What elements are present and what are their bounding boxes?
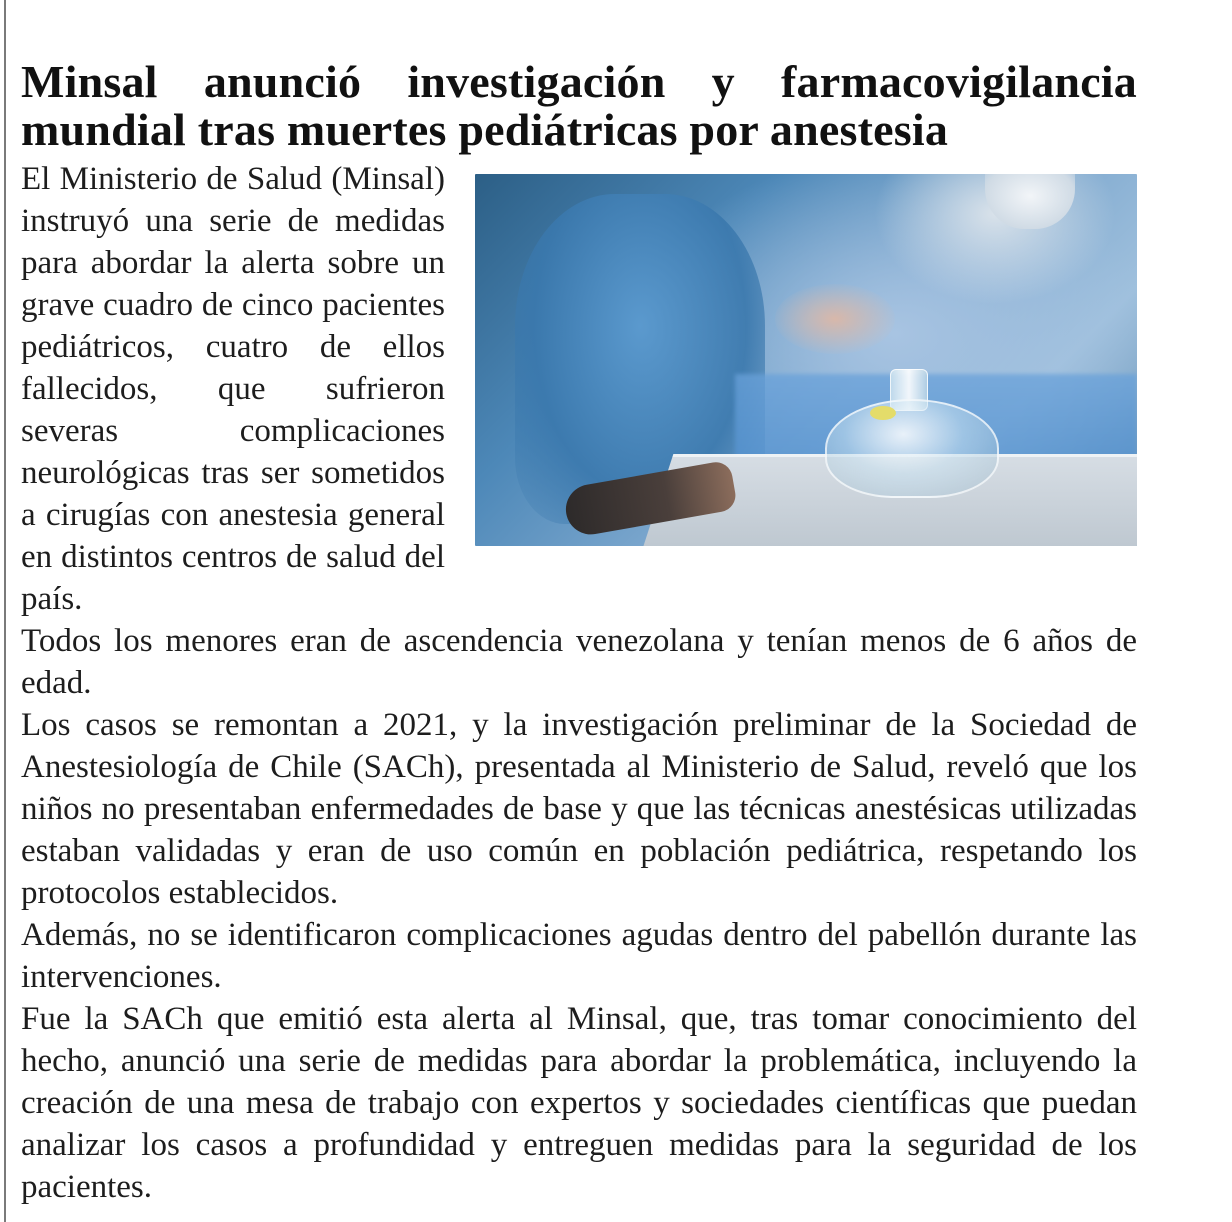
article-paragraph-3: Los casos se remontan a 2021, y la investigación preliminar de la Sociedad de Anestesiología de Chile (SACh), presentada al Ministerio de Salud, reveló que los niños no presentaban enfermedades de base y que las técnicas anestésicas utilizadas estaban validadas y eran de uso común en población pediátrica, respetando los protocolos establecidos. xyxy=(21,707,1137,911)
news-article xyxy=(21,58,1137,1208)
article-paragraph-1: El Ministerio de Salud (Minsal) instruyó una serie de medidas para abordar la alerta sobre un grave cuadro de cinco pacientes pediátricos, cuatro de ellos fallecidos, que sufrieron severas complicaciones neurológicas tras ser sometidos a cirugías con anestesia general en distintos centros de salud del país. xyxy=(21,161,445,617)
headline-line-2: mundial tras muertes pediátricas por anestesia xyxy=(21,104,949,155)
article-paragraph-4: Además, no se identificaron complicaciones agudas dentro del pabellón durante las intervenciones. xyxy=(21,917,1137,995)
article-headline xyxy=(21,58,1137,154)
article-paragraph-2: Todos los menores eran de ascendencia venezolana y tenían menos de 6 años de edad. xyxy=(21,623,1137,701)
photo-surgical-cap xyxy=(985,174,1075,229)
article-body xyxy=(21,158,1137,1208)
photo-mask-valve xyxy=(870,406,896,420)
photo-anesthesia-mask xyxy=(825,399,999,498)
article-photo xyxy=(475,174,1137,546)
page-left-rule xyxy=(4,0,6,1222)
photo-patient xyxy=(775,284,895,354)
headline-line-1: Minsal anunció investigación y farmacovigilancia xyxy=(21,56,1137,107)
article-paragraph-5: Fue la SACh que emitió esta alerta al Minsal, que, tras tomar conocimiento del hecho, anunció una serie de medidas para abordar la problemática, incluyendo la creación de una mesa de trabajo con expertos y sociedades científicas que puedan analizar los casos a profundidad y entreguen medidas para la seguridad de los pacientes. xyxy=(21,1001,1137,1205)
